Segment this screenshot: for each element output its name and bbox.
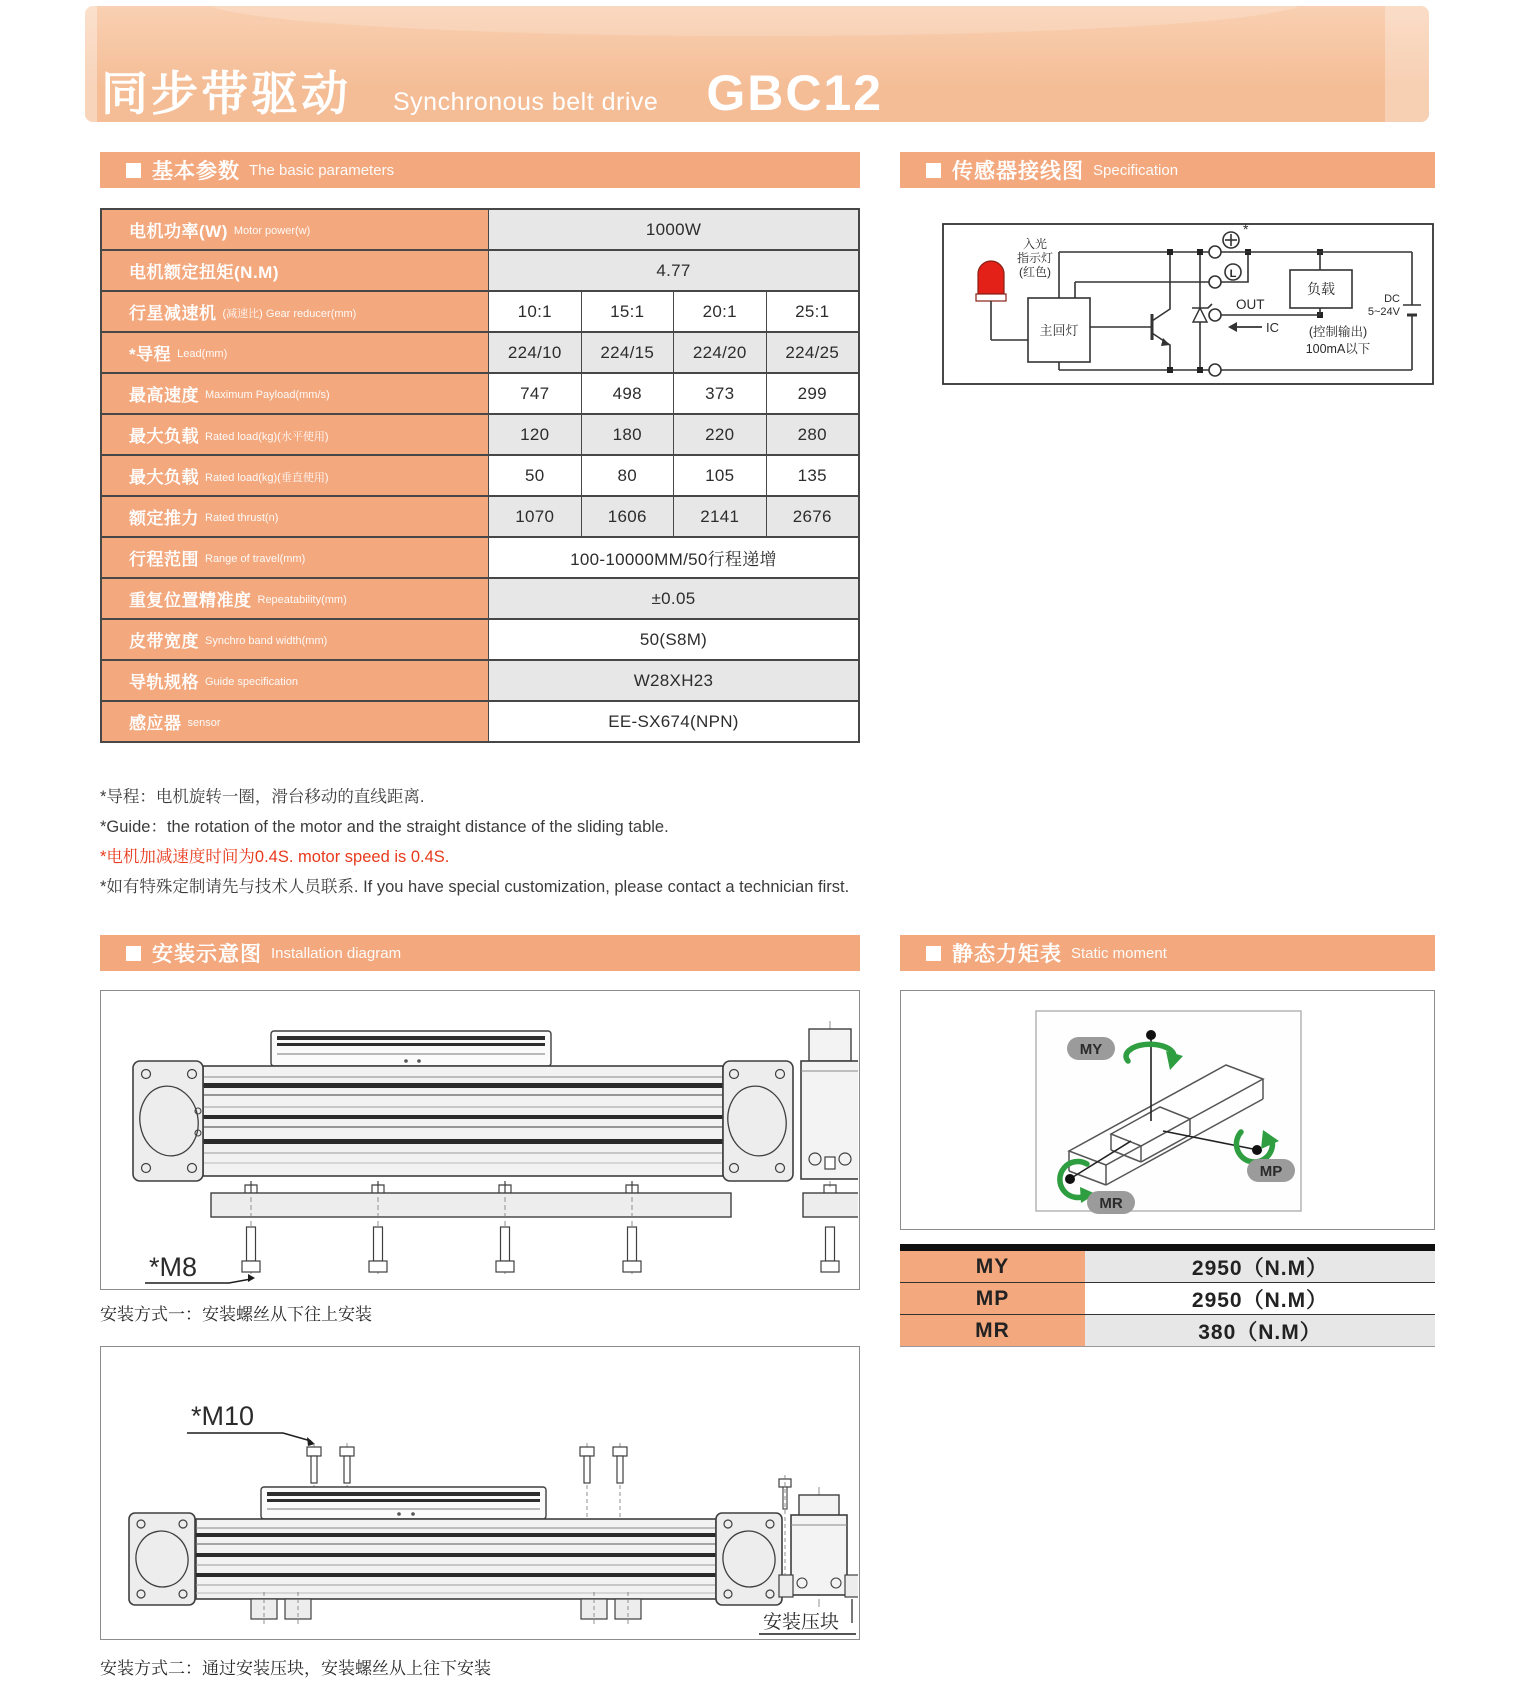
load-label: 负载 [1307,281,1335,297]
param-value: 15:1 [581,292,674,331]
param-label-cn: 最大负载 [129,468,199,487]
mp-axis-dot [1252,1145,1262,1155]
param-value: 1070 [488,497,581,536]
wiring-outline [943,224,1433,384]
square-bullet-icon [126,163,141,178]
param-label-en: Rated load(kg)(水平使用) [205,431,329,443]
plus-note: * [1243,221,1249,237]
param-value: 224/20 [673,333,766,372]
param-label-cn: *导程 [129,345,172,364]
param-value: 20:1 [673,292,766,331]
m10-label: *M10 [191,1401,255,1431]
section-title-cn: 静态力矩表 [952,943,1062,966]
installation-drawing-1 [100,990,860,1290]
square-bullet-icon [126,946,141,961]
my-axis-dot [1146,1030,1156,1040]
table-row [102,579,858,620]
model-number: GBC12 [706,65,884,121]
note-line: *如有特殊定制请先与技术人员联系. If you have special customization, please contact a technician first. [100,878,850,896]
mr-badge-label: MR [1099,1195,1123,1212]
static-moment-table [900,1244,1435,1347]
moment-axis: MY [900,1251,1085,1282]
table-row [102,702,858,743]
param-value: 25:1 [766,292,859,331]
page-title-en: Synchronous belt drive [393,88,659,116]
table-row [102,415,858,456]
param-label [102,702,488,741]
param-label-en: Range of travel(mm) [205,553,306,565]
param-value: 10:1 [488,292,581,331]
moment-value: 2950（N.M） [1085,1251,1435,1282]
param-value: 373 [673,374,766,413]
section-title-cn: 传感器接线图 [952,160,1084,183]
note-line: *导程：电机旋转一圈，滑台移动的直线距离. [100,788,425,806]
param-label [102,333,488,372]
section-title-en: The basic parameters [249,161,395,179]
control-output-label: (控制输出) [1308,325,1368,339]
param-label-en: (减速比) Gear reducer(mm) [222,308,357,320]
table-row [900,1251,1435,1283]
param-label [102,374,488,413]
table-row [102,538,858,579]
actuator-body [196,1519,716,1599]
param-value: 220 [673,415,766,454]
param-label-en: Synchro band width(mm) [205,635,328,647]
param-value: 120 [488,415,581,454]
param-label [102,456,488,495]
table-row [102,210,858,251]
title-banner [85,6,1429,122]
param-label-cn: 行星减速机 [129,304,217,323]
installation-caption-2: 安装方式二：通过安装压块，安装螺丝从上往下安装 [100,1659,491,1678]
table-row [102,661,858,702]
param-value: 180 [581,415,674,454]
param-value: 224/25 [766,333,859,372]
footnotes [100,782,1000,902]
param-label-cn: 最高速度 [129,386,199,405]
section-title-en: Installation diagram [271,944,402,962]
table-row [102,251,858,292]
param-label-cn: 电机功率(W) [129,222,228,241]
param-value: ±0.05 [488,579,858,618]
moment-value: 2950（N.M） [1085,1283,1435,1314]
param-label [102,579,488,618]
actuator-body [203,1066,723,1176]
param-value: W28XH23 [488,661,858,700]
param-label [102,497,488,536]
sensor-wiring-diagram [900,210,1435,392]
param-label-en: Guide specification [205,676,298,688]
my-badge-label: MY [1079,1041,1103,1058]
basic-parameters-table [100,208,860,743]
table-row [102,456,858,497]
param-label-en: Rated thrust(n) [205,512,279,524]
l-symbol-label: L [1229,268,1237,280]
static-moment-figure [900,990,1435,1230]
l-terminal [1209,276,1221,288]
current-limit-label: 100mA以下 [1305,342,1371,356]
param-label [102,661,488,700]
m8-label: *M8 [149,1252,198,1282]
indicator-label-line3: (红色) [1019,265,1051,279]
param-label [102,538,488,577]
param-value: 1606 [581,497,674,536]
param-value: 80 [581,456,674,495]
section-static-moment [900,935,1435,971]
indicator-label-line2: 指示灯 [1016,251,1054,265]
param-value: 4.77 [488,251,858,290]
param-value: 280 [766,415,859,454]
dc-range-label: 5~24V [1367,306,1400,318]
table-row [102,374,858,415]
param-label [102,620,488,659]
table-row [102,333,858,374]
param-label-cn: 感应器 [129,714,182,733]
table-row [900,1283,1435,1315]
indicator-label-line1: 入光 [1022,237,1048,251]
section-installation [100,935,860,971]
end-view [801,1021,858,1272]
installation-drawing-2 [100,1346,860,1640]
table-row [102,497,858,538]
ic-label: IC [1266,320,1279,335]
param-value: 747 [488,374,581,413]
param-label-cn: 行程范围 [129,550,199,569]
end-view [779,1475,858,1607]
installation-caption-1: 安装方式一：安装螺丝从下往上安装 [100,1305,372,1324]
square-bullet-icon [926,946,941,961]
param-label [102,415,488,454]
banner-highlight [205,0,1305,36]
dc-label: DC [1384,293,1400,305]
param-value: 224/15 [581,333,674,372]
square-bullet-icon [926,163,941,178]
table-row [102,620,858,661]
section-title-cn: 基本参数 [152,160,240,183]
param-value: 2676 [766,497,859,536]
mounting-rail [211,1193,731,1217]
param-label-cn: 额定推力 [129,509,199,528]
table-row [102,292,858,333]
param-value: EE-SX674(NPN) [488,702,858,741]
param-value: 2141 [673,497,766,536]
table-row [900,1315,1435,1347]
param-value: 100-10000MM/50行程递增 [488,538,858,577]
red-led-icon [978,261,1004,294]
param-label-cn: 电机额定扭矩(N.M) [129,263,279,282]
param-label [102,210,488,249]
param-label-cn: 重复位置精准度 [129,591,252,610]
moment-value: 380（N.M） [1085,1315,1435,1346]
param-label [102,292,488,331]
param-value: 50 [488,456,581,495]
mr-axis-dot [1065,1174,1075,1184]
note-line-red: *电机加减速度时间为0.4S. motor speed is 0.4S. [100,848,450,866]
param-value: 135 [766,456,859,495]
carriage [261,1487,546,1519]
moment-axis: MP [900,1283,1085,1314]
section-basic-parameters [100,152,860,188]
param-value: 1000W [488,210,858,249]
led-base [976,294,1006,301]
note-line: *Guide：the rotation of the motor and the straight distance of the sliding table. [100,818,669,836]
out-terminal [1209,309,1221,321]
clamp-label: 安装压块 [763,1612,840,1633]
param-label-en: Maximum Payload(mm/s) [205,389,330,401]
main-circuit-label: 主回灯 [1039,323,1079,338]
param-label-en: Repeatability(mm) [257,594,347,606]
page-title-cn: 同步带驱动 [101,67,351,120]
param-value: 224/10 [488,333,581,372]
mp-badge-label: MP [1259,1163,1283,1180]
param-value: 299 [766,374,859,413]
section-title-en: Static moment [1071,944,1167,962]
param-value: 498 [581,374,674,413]
param-label-cn: 皮带宽度 [129,632,199,651]
section-title-en: Specification [1093,161,1179,179]
param-value: 105 [673,456,766,495]
param-label-cn: 导轨规格 [129,673,199,692]
minus-terminal [1209,364,1221,376]
plus-terminal [1209,246,1221,258]
param-value: 50(S8M) [488,620,858,659]
moment-axis: MR [900,1315,1085,1346]
param-label-en: sensor [187,717,221,729]
section-sensor-wiring [900,152,1435,188]
param-label [102,251,488,290]
param-label-en: Motor power(w) [233,225,311,237]
out-label: OUT [1236,297,1265,312]
section-title-cn: 安装示意图 [152,943,262,966]
param-label-en: Rated load(kg)(垂直使用) [205,472,329,484]
param-label-en: Lead(mm) [177,348,228,360]
param-label-cn: 最大负载 [129,427,199,446]
